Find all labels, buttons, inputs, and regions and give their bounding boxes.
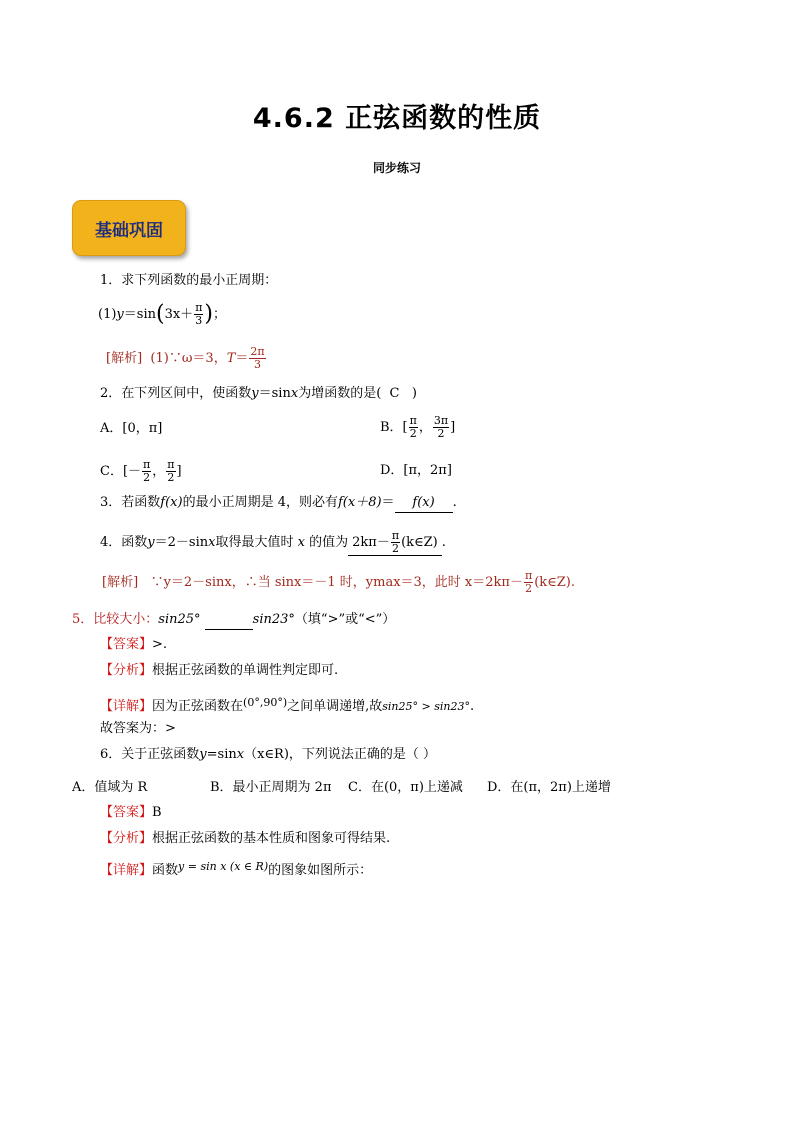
q6-detail <box>100 858 372 880</box>
q2-stem-mid: ＝sin <box>258 386 291 401</box>
q2-option-d: D．[π，2π] <box>380 463 452 478</box>
q4-analysis-post: (k∈Z). <box>534 575 576 590</box>
q6-formula: y = sin x (x ∈ R) <box>178 860 269 873</box>
q5-detail-pre: 因为正弦函数在 <box>152 699 244 714</box>
q5-answer-value: >. <box>152 637 168 652</box>
q3-blank-answer: f(x) <box>395 494 453 513</box>
q4-analysis <box>102 570 575 595</box>
q1-analysis-frac-num: 2π <box>250 345 265 358</box>
q6-stem-post: （x∈R)，下列说法正确的是（ ） <box>244 747 437 762</box>
q5-stem <box>72 611 395 630</box>
q5-sin23: sin23° <box>252 612 295 627</box>
q4-analysis-frac-den: 2 <box>525 582 533 595</box>
q2-option-b <box>380 415 455 440</box>
q1-eq: ＝sin <box>123 307 156 322</box>
q2-b-n2: 3π <box>433 414 449 427</box>
q4-analysis-tag: [解析] <box>102 575 139 590</box>
q2-b-d2: 2 <box>437 427 445 440</box>
q2-x: x <box>290 386 299 401</box>
q5-answer-tag: 【答案】 <box>100 637 153 652</box>
q6-stem-mid: =sin <box>206 747 237 762</box>
q6-analysis-tag: 【分析】 <box>100 831 153 846</box>
q6-option-a: A．值域为 R <box>72 780 148 795</box>
q2-c-d1: 2 <box>143 471 151 484</box>
q6-detail-post: 的图象如图所示： <box>268 863 373 878</box>
q2-option-a: A．[0，π] <box>100 421 163 436</box>
q2-b-frac1 <box>409 415 418 440</box>
q4-stem-mid: ＝2－sin <box>154 535 209 550</box>
q2-option-c <box>100 459 182 484</box>
q5-analysis <box>100 662 338 680</box>
q2-y: y <box>251 386 259 401</box>
q5-sin25: sin25° <box>158 612 201 627</box>
q2-stem-close: ) <box>411 386 417 401</box>
q6-y: y <box>199 747 207 762</box>
q3-stem-mid: 的最小正周期是 4，则必有 <box>182 495 338 510</box>
q6-analysis <box>100 830 390 848</box>
q1-stem: 1．求下列函数的最小正周期： <box>100 273 278 288</box>
q5-analysis-tag: 【分析】 <box>100 663 153 678</box>
q5-stem-post: （填“>”或“<”） <box>294 612 396 627</box>
q2-c-n2: π <box>167 458 175 471</box>
q6-answer-tag: 【答案】 <box>100 805 153 820</box>
q2-stem-post: 为增函数的是( <box>298 386 382 401</box>
q1-analysis-fraction <box>249 346 265 371</box>
q1-3x: 3x＋ <box>164 307 194 322</box>
q5-analysis-text: 根据正弦函数的单调性判定即可. <box>152 663 339 678</box>
q1-T: T <box>226 351 236 366</box>
q5-detail <box>100 694 474 716</box>
q2-b-pre: B．[ <box>380 420 408 435</box>
q4-analysis-frac-num: π <box>524 569 533 582</box>
q4-x2: x <box>297 535 305 550</box>
q5-detail-tag: 【详解】 <box>100 699 153 714</box>
q3-end: . <box>452 495 457 510</box>
q2-c-n1: π <box>143 458 151 471</box>
q4-end: . <box>441 535 446 550</box>
q3-fx: f(x) <box>160 495 183 510</box>
q2-c-d2: 2 <box>167 471 175 484</box>
q1-part1 <box>98 302 226 327</box>
q2-stem-pre: 2．在下列区间中，使函数 <box>100 386 252 401</box>
q4-blank-frac <box>391 530 400 555</box>
page-subtitle: 同步练习 <box>372 161 421 175</box>
q1-paren-close: ) <box>204 301 214 327</box>
q5-detail-end: . <box>469 699 475 714</box>
q2-b-d1: 2 <box>409 427 417 440</box>
q6-x: x <box>236 747 245 762</box>
q6-analysis-text: 根据正弦函数的基本性质和图象可得结果. <box>152 831 391 846</box>
q1-analysis-frac-den: 3 <box>254 358 262 371</box>
q6-option-b: B．最小正周期为 2π <box>210 780 332 795</box>
q4-blank-post: (k∈Z) <box>401 535 438 550</box>
q1-part-label: (1) <box>98 307 117 322</box>
q5-answer <box>100 636 167 654</box>
q1-frac-den: 3 <box>195 314 203 327</box>
q5-detail-mid: 之间单调递增,故 <box>287 699 383 714</box>
q3-fx8: f(x＋8) <box>337 495 382 510</box>
q2-c-frac2 <box>166 459 175 484</box>
q4-stem-pre: 4．函数 <box>100 535 148 550</box>
q4-stem <box>100 530 446 556</box>
q3-stem-pre: 3．若函数 <box>100 495 161 510</box>
page-title: 4.6.2 正弦函数的性质 <box>252 103 542 134</box>
q6-stem-pre: 6．关于正弦函数 <box>100 747 200 762</box>
q2-c-pre: C．[－ <box>100 464 142 479</box>
section-badge: 基础巩固 <box>72 200 186 256</box>
q2-answer: C <box>389 386 400 401</box>
q2-b-n1: π <box>409 414 417 427</box>
q1-y: y <box>116 307 124 322</box>
q6-answer <box>100 804 162 822</box>
q5-stem-pre: 5．比较大小： <box>72 612 159 627</box>
q4-analysis-frac <box>524 570 533 595</box>
q1-fraction <box>194 302 203 327</box>
q4-blank-answer <box>348 530 442 556</box>
q4-frac-num: π <box>391 529 400 542</box>
q3-stem <box>100 494 457 513</box>
q6-stem <box>100 746 436 764</box>
q4-stem-post2: 的值为 <box>309 535 349 550</box>
q4-x: x <box>208 535 216 550</box>
q1-frac-num: π <box>195 301 203 314</box>
q5-interval: (0°,90°) <box>243 696 288 709</box>
q4-stem-post: 取得最大值时 <box>215 535 294 550</box>
q4-frac-den: 2 <box>391 542 399 555</box>
q1-paren-open: ( <box>155 301 165 327</box>
q6-detail-pre: 函数 <box>152 863 179 878</box>
q2-b-comma: ， <box>418 420 432 435</box>
q2-c-comma: ， <box>152 464 166 479</box>
q2-stem <box>100 385 417 403</box>
q1-analysis-text: (1)∵ω＝3， <box>150 351 227 366</box>
q6-detail-tag: 【详解】 <box>100 863 153 878</box>
q4-analysis-text: ∵y＝2－sinx，∴当 sinx＝－1 时，ymax＝3，此时 x＝2kπ－ <box>150 575 523 590</box>
q6-answer-value: B <box>152 805 162 820</box>
q1-semicolon: ； <box>213 307 227 322</box>
q4-blank-pre: 2kπ－ <box>352 535 390 550</box>
q2-c-end: ] <box>176 464 182 479</box>
q1-analysis-tag: [解析] <box>106 351 143 366</box>
q2-b-frac2 <box>433 415 449 440</box>
q2-c-frac1 <box>142 459 151 484</box>
q6-option-d: D．在(π，2π)上递增 <box>487 780 611 795</box>
q4-y: y <box>147 535 155 550</box>
q5-blank <box>205 611 253 630</box>
q1-analysis <box>106 346 267 371</box>
q1-analysis-eq: ＝ <box>235 351 249 366</box>
q5-inequality: sin25° > sin23° <box>382 700 470 713</box>
q5-final-answer: 故答案为：> <box>100 721 176 736</box>
q3-eq: ＝ <box>381 495 395 510</box>
q2-b-end: ] <box>450 420 456 435</box>
q6-option-c: C．在(0，π)上递减 <box>348 780 463 795</box>
